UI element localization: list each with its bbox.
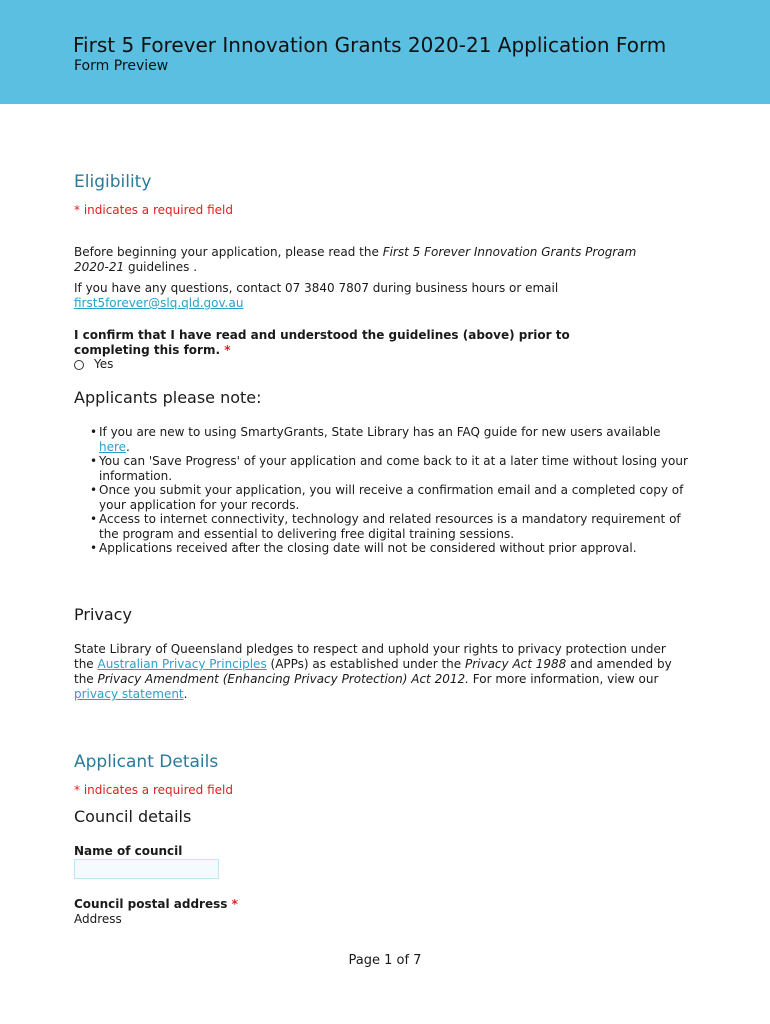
confirm-yes-option[interactable] xyxy=(74,357,113,372)
note-suffix: . xyxy=(126,439,130,454)
notes-list xyxy=(90,425,690,556)
privacy-act: Privacy Act 1988 xyxy=(464,657,567,671)
address-sublabel: Address xyxy=(74,912,122,926)
notes-heading: Applicants please note: xyxy=(74,388,262,407)
required-star: * xyxy=(224,343,231,357)
list-item: • Once you submit your application, you will receive a confirmation email and a completed copy of your application for your records. xyxy=(90,483,690,512)
privacy-text: For more information, view our xyxy=(468,672,659,686)
council-name-input[interactable] xyxy=(74,859,219,879)
required-note: * indicates a required field xyxy=(74,203,233,217)
postal-address-label xyxy=(74,897,238,912)
postal-address-text: Council postal address xyxy=(74,897,228,911)
privacy-text: . xyxy=(183,687,188,701)
list-item: • You can 'Save Progress' of your application and come back to it at a later time without losing your information. xyxy=(90,454,690,483)
privacy-text: (APPs) as established under the xyxy=(266,657,465,671)
privacy-amendment: Privacy Amendment (Enhancing Privacy Protection) Act 2012. xyxy=(97,672,469,686)
intro-text: Before beginning your application, please read the xyxy=(74,245,383,259)
privacy-principles-link[interactable]: Australian Privacy Principles xyxy=(97,657,267,671)
note-text: If you are new to using SmartyGrants, State Library has an FAQ guide for new users available xyxy=(99,425,661,439)
list-item: • Applications received after the closing date will not be considered without prior approval. xyxy=(90,541,690,556)
form-title: First 5 Forever Innovation Grants 2020-21 Application Form xyxy=(73,33,667,57)
privacy-paragraph xyxy=(74,642,684,702)
privacy-heading: Privacy xyxy=(74,605,132,624)
privacy-text: and amended by the xyxy=(74,657,672,686)
page-number: Page 1 of 7 xyxy=(348,953,422,968)
yes-radio[interactable] xyxy=(74,360,84,370)
guidelines-title: First 5 Forever Innovation Grants Program 2020-21 xyxy=(74,245,637,274)
contact-paragraph xyxy=(74,281,674,311)
list-item xyxy=(90,425,690,454)
intro-paragraph xyxy=(74,245,674,275)
required-star: * xyxy=(231,897,238,911)
privacy-text: State Library of Queensland pledges to respect and uphold your rights to privacy protection under the xyxy=(74,642,666,671)
eligibility-heading: Eligibility xyxy=(74,172,152,192)
applicant-heading: Applicant Details xyxy=(74,752,219,772)
list-item: • Access to internet connectivity, technology and related resources is a mandatory requirement of the program and essential to delivering free digital training sessions. xyxy=(90,512,690,541)
faq-here-link[interactable]: here xyxy=(99,439,127,454)
yes-label: Yes xyxy=(94,357,114,371)
confirm-label xyxy=(74,328,634,358)
confirm-text: I confirm that I have read and understood the guidelines (above) prior to completing this form. xyxy=(74,328,570,357)
form-subtitle: Form Preview xyxy=(74,58,169,74)
council-name-label: Name of council xyxy=(74,844,183,858)
required-note: * indicates a required field xyxy=(74,783,233,797)
contact-text: If you have any questions, contact 07 3840 7807 during business hours or email xyxy=(74,281,559,295)
header-banner xyxy=(0,0,770,104)
intro-suffix: guidelines . xyxy=(124,260,198,274)
privacy-statement-link[interactable]: privacy statement xyxy=(74,687,184,701)
contact-email-link[interactable]: first5forever@slq.qld.gov.au xyxy=(74,296,244,310)
council-details-heading: Council details xyxy=(74,807,192,826)
